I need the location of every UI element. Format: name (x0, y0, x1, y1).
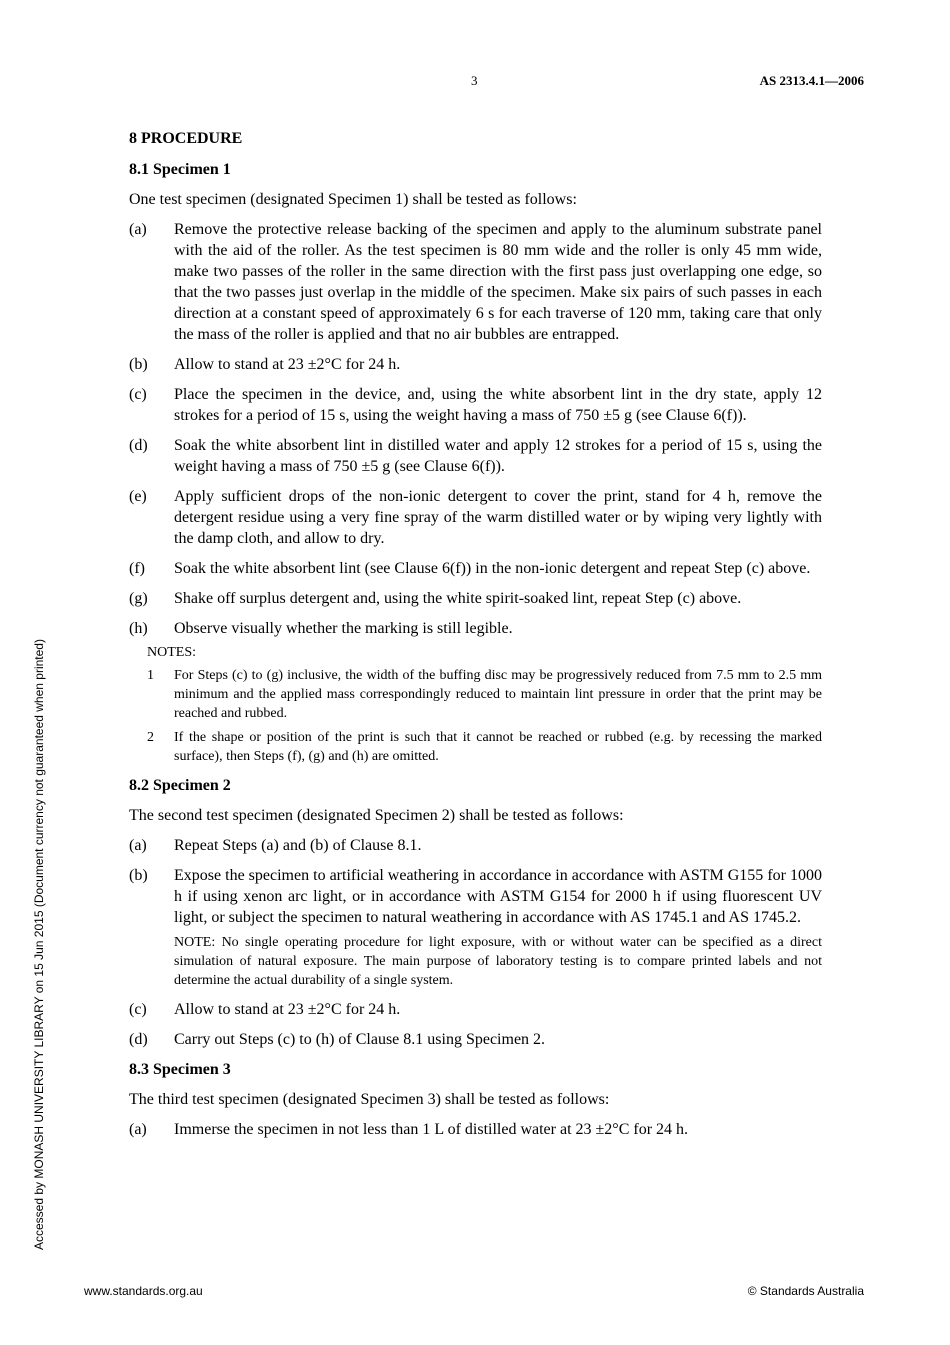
step-label: (f) (129, 560, 145, 577)
footer-copyright: © Standards Australia (747, 1284, 864, 1298)
step-text: Place the specimen in the device, and, using the white absorbent lint in the dry state, apply 12 strokes for a period of 15 s, using the weight having a mass of 750 ±5 g (see Clause 6(f)). (174, 386, 822, 424)
step-item (129, 835, 822, 856)
access-watermark: Accessed by MONASH UNIVERSITY LIBRARY on 15 Jun 2015 (Document currency not guaranteed when printed) (32, 639, 46, 1250)
note-item (147, 666, 822, 723)
step-label: (a) (129, 1121, 147, 1138)
step-item (129, 865, 822, 990)
footer-website: www.standards.org.au (84, 1284, 203, 1298)
clause-intro: The third test specimen (designated Specimen 3) shall be tested as follows: (129, 1091, 610, 1108)
step-item (129, 1029, 822, 1050)
step-text: Remove the protective release backing of the specimen and apply to the aluminum substrate panel with the aid of the roller. As the test specimen is 80 mm wide and the roller is only 45 mm wide, make two passes of the roller in the same direction with the first pass just overlapping one edge, so that the two passes just overlap in the middle of the specimen. Make six pairs of such passes in each direction at a constant speed of approximately 6 s for each traverse of 120 mm, taking care that only the mass of the roller is applied and that no air bubbles are entrapped. (174, 221, 822, 343)
step-label: (a) (129, 221, 147, 238)
step-text: Apply sufficient drops of the non-ionic detergent to cover the print, stand for 4 h, remove the detergent residue using a very fine spray of the warm distilled water or by wiping very lightly with the damp cloth, and allow to dry. (174, 488, 822, 547)
clause-intro: The second test specimen (designated Specimen 2) shall be tested as follows: (129, 807, 624, 824)
note-text: If the shape or position of the print is such that it cannot be reached or rubbed (e.g. by recessing the marked surface), then Steps (f), (g) and (h) are omitted. (174, 730, 822, 764)
step-text: Expose the specimen to artificial weathering in accordance in accordance with ASTM G155 for 1000 h if using xenon arc light, or in accordance with ASTM G154 for 2000 h if using fluorescent UV light, or subject the specimen to natural weathering in accordance with AS 1745.1 and AS 1745.2. (174, 867, 822, 926)
step-item (129, 435, 822, 477)
step-label: (a) (129, 837, 147, 854)
note-number: 2 (147, 730, 154, 745)
step-text: Soak the white absorbent lint (see Clause 6(f)) in the non-ionic detergent and repeat Step (c) above. (174, 560, 811, 577)
step-item (129, 354, 822, 375)
page-number: 3 (471, 73, 478, 88)
step-item (129, 486, 822, 549)
step-text: Soak the white absorbent lint in distilled water and apply 12 strokes for a period of 15 s, using the weight having a mass of 750 ±5 g (see Clause 6(f)). (174, 437, 822, 475)
step-label: (b) (129, 867, 148, 884)
step-label: (b) (129, 356, 148, 373)
step-text: Observe visually whether the marking is still legible. (174, 620, 513, 637)
step-label: (d) (129, 1031, 148, 1048)
step-text: Shake off surplus detergent and, using the white spirit-soaked lint, repeat Step (c) above. (174, 590, 742, 607)
document-body (129, 128, 822, 1149)
step-label: (c) (129, 386, 147, 403)
clause-heading: 8.1 Specimen 1 (129, 161, 231, 178)
note-text: For Steps (c) to (g) inclusive, the width of the buffing disc may be progressively reduced from 7.5 mm to 2.5 mm minimum and the applied mass correspondingly reduced to maintain lint pressure in order that the print may be reached and rubbed. (174, 668, 822, 721)
step-item (129, 618, 822, 639)
step-note: NOTE: No single operating procedure for light exposure, with or without water can be specified as a direct simulation of natural exposure. The main purpose of laboratory testing is to compare printed labels and not determine the actual durability of a single system. (174, 935, 822, 988)
step-item (129, 384, 822, 426)
step-label: (d) (129, 437, 148, 454)
step-label: (g) (129, 590, 148, 607)
step-item (129, 999, 822, 1020)
section-title: 8 PROCEDURE (129, 130, 243, 147)
document-reference: AS 2313.4.1—2006 (759, 73, 864, 88)
step-text: Allow to stand at 23 ±2°C for 24 h. (174, 356, 401, 373)
clause-heading: 8.3 Specimen 3 (129, 1061, 231, 1078)
notes-heading: NOTES: (147, 645, 196, 660)
step-text: Allow to stand at 23 ±2°C for 24 h. (174, 1001, 401, 1018)
step-label: (e) (129, 488, 147, 505)
step-text: Carry out Steps (c) to (h) of Clause 8.1 using Specimen 2. (174, 1031, 546, 1048)
step-item (129, 558, 822, 579)
clause-intro: One test specimen (designated Specimen 1) shall be tested as follows: (129, 191, 577, 208)
note-item (147, 728, 822, 766)
clause-heading: 8.2 Specimen 2 (129, 777, 231, 794)
step-item (129, 1119, 822, 1140)
note-number: 1 (147, 668, 154, 683)
step-item (129, 588, 822, 609)
step-item (129, 219, 822, 345)
step-text: Repeat Steps (a) and (b) of Clause 8.1. (174, 837, 422, 854)
step-label: (c) (129, 1001, 147, 1018)
step-text: Immerse the specimen in not less than 1 L of distilled water at 23 ±2°C for 24 h. (174, 1121, 689, 1138)
step-label: (h) (129, 620, 148, 637)
